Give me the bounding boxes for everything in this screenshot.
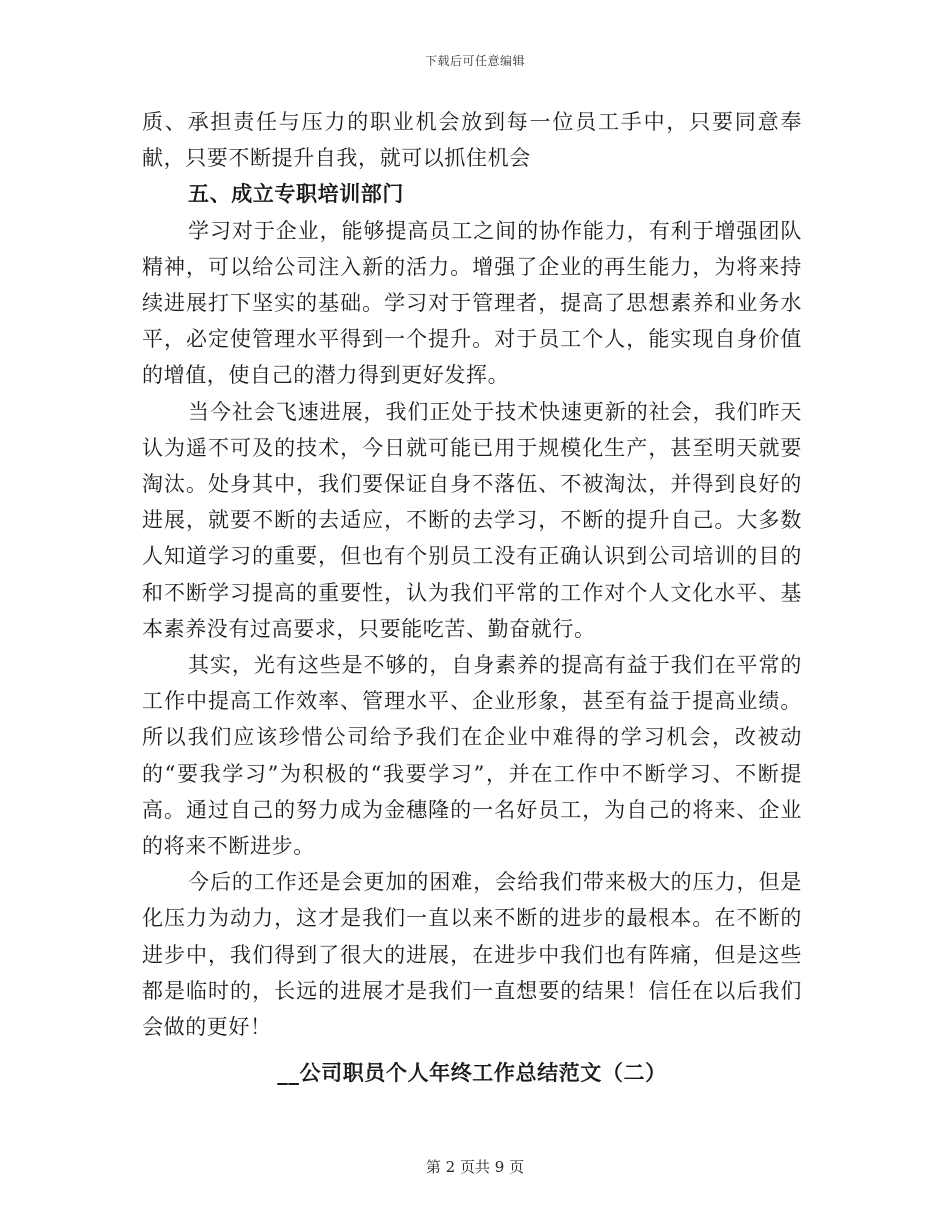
body-paragraph-3: 其实，光有这些是不够的，自身素养的提高有益于我们在平常的工作中提高工作效率、管理水平、企业形象，甚至有益于提高业绩。所以我们应该珍惜公司给予我们在企业中难得的学习机会，改被动的“要我学习”为积极的“我要学习”，并在工作中不断学习、不断提高。通过自己的努力成为金穗隆的一名好员工，为自己的将来、企业的将来不断进步。 <box>142 653 802 859</box>
next-document-title: __公司职员个人年终工作总结范文（二） <box>277 1060 667 1086</box>
continuation-paragraph: 质、承担责任与压力的职业机会放到每一位员工手中，只要同意奉献，只要不断提升自我，就可以抓住机会 <box>142 110 802 171</box>
page-number-footer: 第 2 页共 9 页 <box>425 1158 525 1176</box>
page-header-note: 下载后可任意编辑 <box>424 54 525 68</box>
section-heading: 五、成立专职培训部门 <box>188 181 404 207</box>
document-body <box>142 104 802 1091</box>
body-paragraph-4: 今后的工作还是会更加的困难，会给我们带来极大的压力，但是化压力为动力，这才是我们一直以来不断的进步的最根本。在不断的进步中，我们得到了很大的进展，在进步中我们也有阵痛，但是这些都是临时的，长远的进展才是我们一直想要的结果！信任在以后我们会做的更好！ <box>142 870 802 1040</box>
body-paragraph-1: 学习对于企业，能够提高员工之间的协作能力，有利于增强团队精神，可以给公司注入新的活力。增强了企业的再生能力，为将来持续进展打下坚实的基础。学习对于管理者，提高了思想素养和业务水平，必定使管理水平得到一个提升。对于员工个人，能实现自身价值的增值，使自己的潜力得到更好发挥。 <box>142 218 802 388</box>
body-paragraph-2: 当今社会飞速进展，我们正处于技术快速更新的社会，我们昨天认为遥不可及的技术，今日就可能已用于规模化生产，甚至明天就要淘汰。处身其中，我们要保证自身不落伍、不被淘汰，并得到良好的进展，就要不断的去适应，不断的去学习，不断的提升自己。大多数人知道学习的重要，但也有个别员工没有正确认识到公司培训的目的和不断学习提高的重要性，认为我们平常的工作对个人文化水平、基本素养没有过高要求，只要能吃苦、勤奋就行。 <box>142 399 802 641</box>
